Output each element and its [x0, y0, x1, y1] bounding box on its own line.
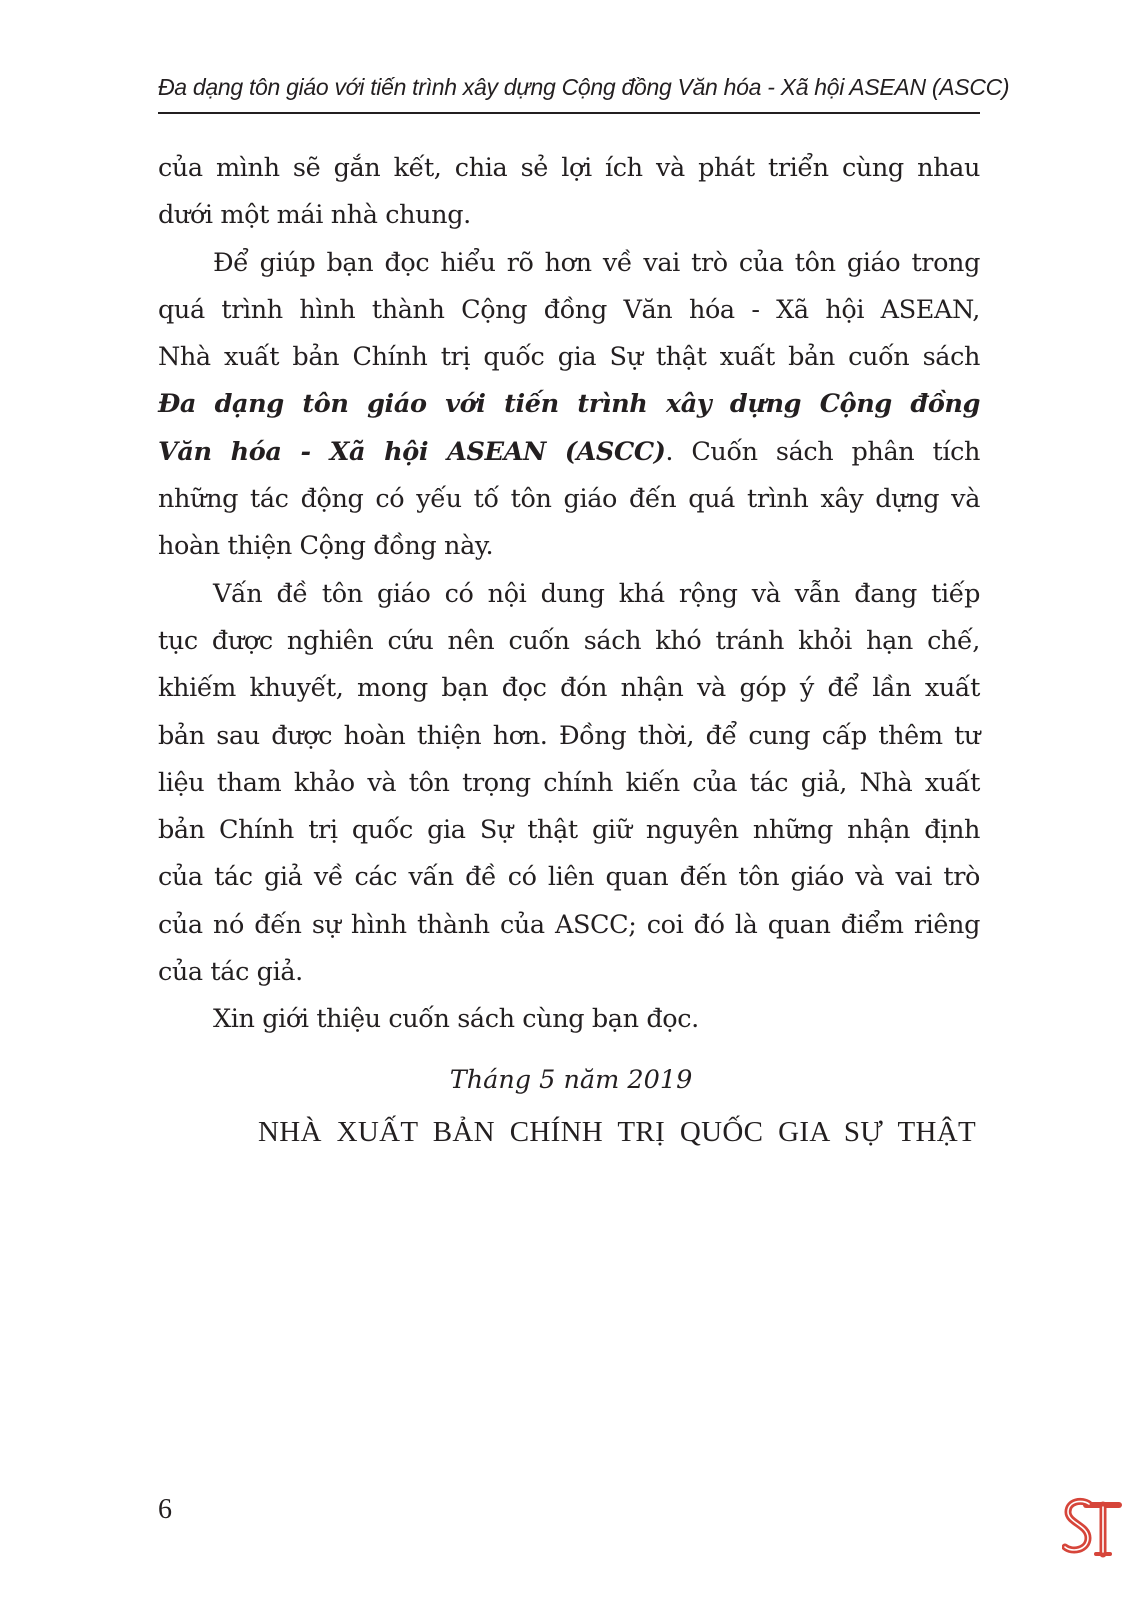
- text-line: của mình sẽ gắn kết, chia sẻ lợi ích và phát triển cùng nhau: [158, 153, 980, 183]
- page-number: 6: [158, 1494, 172, 1525]
- signature-date: Tháng 5 năm 2019: [449, 1065, 693, 1095]
- text-line: của tác giả.: [158, 957, 303, 988]
- text-line: của tác giả về các vấn đề có liên quan đến tôn giáo và vai trò: [158, 862, 980, 893]
- text-line: khiếm khuyết, mong bạn đọc đón nhận và góp ý để lần xuất: [158, 673, 980, 704]
- running-header: [158, 70, 1010, 114]
- running-header-title: Đa dạng tôn giáo với tiến trình xây dựng Cộng đồng Văn hóa - Xã hội ASEAN (ASCC): [158, 74, 1010, 100]
- text-line: của nó đến sự hình thành của ASCC; coi đó là quan điểm riêng: [158, 909, 980, 940]
- text-line: những tác động có yếu tố tôn giáo đến quá trình xây dựng và: [158, 484, 980, 515]
- text-line: tục được nghiên cứu nên cuốn sách khó tránh khỏi hạn chế,: [158, 625, 980, 656]
- text-line: Để giúp bạn đọc hiểu rõ hơn về vai trò của tôn giáo trong: [213, 247, 980, 278]
- body-text: [158, 145, 980, 1044]
- text-line: liệu tham khảo và tôn trọng chính kiến của tác giả, Nhà xuất: [158, 767, 980, 798]
- signature-publisher: NHÀ XUẤT BẢN CHÍNH TRỊ QUỐC GIA SỰ THẬT: [258, 1116, 976, 1148]
- text-line: [158, 429, 980, 476]
- text-line: dưới một mái nhà chung.: [158, 200, 471, 231]
- text-line: Nhà xuất bản Chính trị quốc gia Sự thật xuất bản cuốn sách: [158, 342, 980, 373]
- text-fragment: . Cuốn sách phân tích: [665, 436, 980, 467]
- text-line: Xin giới thiệu cuốn sách cùng bạn đọc.: [213, 1004, 699, 1035]
- book-title-line: Đa dạng tôn giáo với tiến trình xây dựng Cộng đồng: [158, 389, 980, 420]
- text-line: hoàn thiện Cộng đồng này.: [158, 531, 494, 562]
- text-line: quá trình hình thành Cộng đồng Văn hóa - Xã hội ASEAN,: [158, 294, 980, 325]
- publisher-logo-icon: [1062, 1496, 1122, 1558]
- text-line: bản Chính trị quốc gia Sự thật giữ nguyên những nhận định: [158, 815, 980, 846]
- book-title-line: Văn hóa - Xã hội ASEAN (ASCC): [158, 436, 666, 467]
- text-line: bản sau được hoàn thiện hơn. Đồng thời, để cung cấp thêm tư: [158, 720, 980, 751]
- text-line: Vấn đề tôn giáo có nội dung khá rộng và vẫn đang tiếp: [213, 578, 980, 609]
